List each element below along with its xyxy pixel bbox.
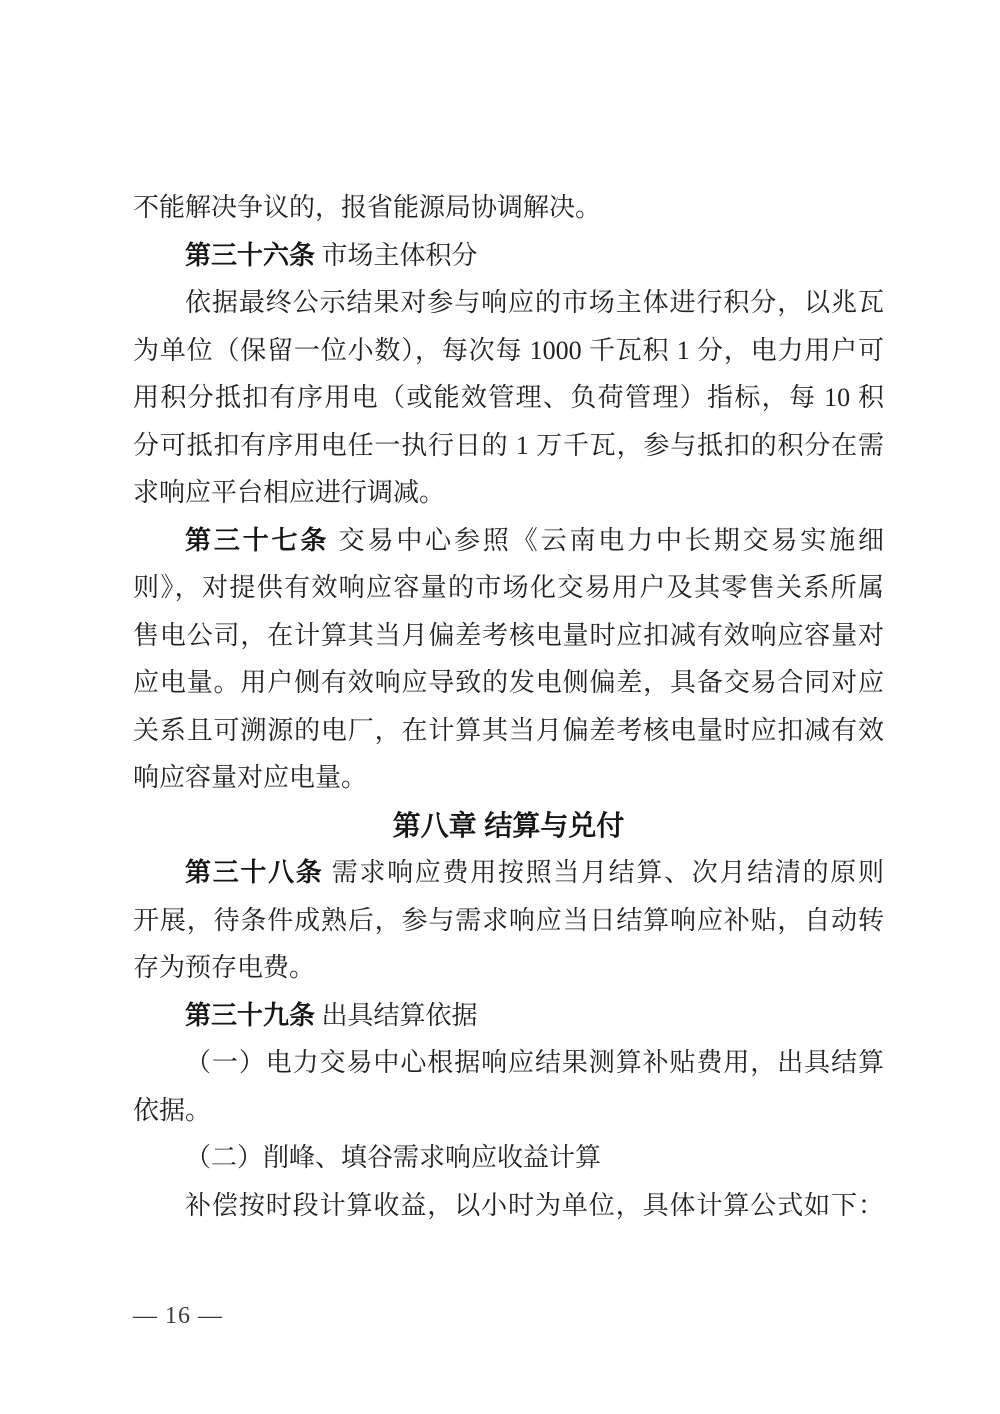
paragraph-line: [133, 374, 884, 422]
article-37-opening: [133, 517, 884, 565]
article-36-number: 第三十六条: [185, 240, 316, 270]
line-text: 存为预存电费。: [133, 953, 316, 982]
line-text: （二）削峰、填谷需求响应收益计算: [185, 1143, 602, 1172]
paragraph-line: [133, 612, 884, 660]
chapter-8-title: 第八章 结算与兑付: [392, 809, 625, 841]
article-38-opening: [133, 849, 884, 897]
article-39-title: 出具结算依据: [315, 1000, 478, 1030]
line-text: 不能解决争议的，报省能源局协调解决。: [133, 193, 602, 222]
line-text: 分可抵扣有序用电任一执行日的 1 万千瓦，参与抵扣的积分在需: [133, 430, 884, 460]
article-39-heading: [133, 992, 884, 1040]
line-text: 关系且可溯源的电厂，在计算其当月偏差考核电量时应扣减有效: [133, 715, 884, 745]
line-text: （一）电力交易中心根据响应结果测算补贴费用，出具结算: [185, 1048, 884, 1077]
article-37-number: 第三十七条: [185, 525, 330, 555]
line-text: 依据。: [133, 1095, 212, 1125]
paragraph-line: [133, 1087, 884, 1135]
article-38-number: 第三十八条: [185, 858, 324, 887]
line-text: 补偿按时段计算收益，以小时为单位，具体计算公式如下：: [185, 1190, 884, 1220]
line-text: 售电公司，在计算其当月偏差考核电量时应扣减有效响应容量对: [133, 620, 884, 650]
line-text: 则》，对提供有效响应容量的市场化交易用户及其零售关系所属: [133, 573, 884, 602]
article-39-number: 第三十九条: [185, 1000, 316, 1030]
page-number: — 16 —: [133, 1303, 223, 1329]
paragraph-line: [133, 897, 884, 945]
article-36-title: 市场主体积分: [315, 240, 478, 270]
chapter-8-heading: [133, 802, 884, 850]
list-item-2-line: [133, 1134, 884, 1182]
paragraph-line: [133, 327, 884, 375]
paragraph-line: [133, 422, 884, 470]
line-text: 求响应平台相应进行调减。: [133, 478, 446, 507]
list-item-1-line: [133, 1039, 884, 1087]
line-text: 响应容量对应电量。: [133, 763, 368, 792]
paragraph-line: [133, 707, 884, 755]
paragraph-line: [133, 184, 884, 232]
document-body: [133, 184, 884, 1229]
line-text: 开展，待条件成熟后，参与需求响应当日结算响应补贴，自动转: [133, 905, 884, 935]
line-text: 依据最终公示结果对参与响应的市场主体进行积分，以兆瓦: [185, 288, 884, 317]
line-text: 交易中心参照《云南电力中长期交易实施细: [329, 525, 884, 555]
paragraph-line: [133, 469, 884, 517]
paragraph-line: [133, 1182, 884, 1230]
paragraph-line: [133, 564, 884, 612]
line-text: 需求响应费用按照当月结算、次月结清的原则: [323, 858, 884, 887]
line-text: 为单位（保留一位小数），每次每 1000 千瓦积 1 分，电力用户可: [133, 335, 884, 365]
article-36-heading: [133, 232, 884, 280]
line-text: 应电量。用户侧有效响应导致的发电侧偏差，具备交易合同对应: [133, 668, 884, 697]
paragraph-line: [133, 659, 884, 707]
line-text: 用积分抵扣有序用电（或能效管理、负荷管理）指标，每 10 积: [133, 383, 884, 412]
paragraph-line: [133, 279, 884, 327]
paragraph-line: [133, 754, 884, 802]
paragraph-line: [133, 944, 884, 992]
